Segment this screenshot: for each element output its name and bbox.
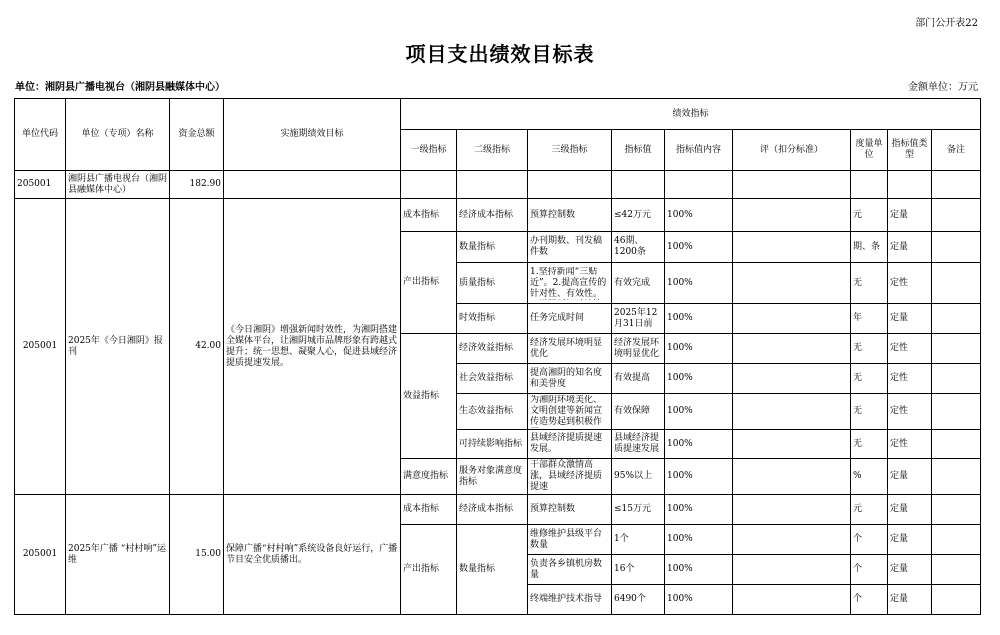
level3-text: 1.坚持新闻“三贴近”。2.提高宣传的针对性、有效性。: [530, 266, 607, 299]
type-cell: 定量: [888, 459, 932, 495]
level3-cell: 预算控制数: [528, 199, 612, 232]
level1-cell: 成本指标: [401, 199, 457, 232]
level3-cell: 维修维护县级平台数量: [528, 525, 612, 555]
level2-cell: 质量指标: [457, 263, 528, 304]
type-cell: 定性: [888, 364, 932, 394]
page-title: 项目支出绩效目标表: [405, 42, 595, 66]
content-cell: 100%: [665, 199, 733, 232]
type-cell: 定量: [888, 232, 932, 263]
value-cell: 16个: [612, 555, 665, 585]
header-level3: 三级指标: [528, 130, 612, 171]
remark-cell: [932, 495, 981, 525]
level2-cell: 经济效益指标: [457, 334, 528, 364]
project2-target: 保障广播“村村响”系统设备良好运行，广播节目安全优质播出。: [224, 495, 401, 615]
unit-cell: 元: [851, 495, 888, 525]
type-cell: 定量: [888, 304, 932, 334]
header-level1: 一级指标: [401, 130, 457, 171]
content-cell: 100%: [665, 585, 733, 615]
level3-cell: 经济发展环境明显优化: [528, 334, 612, 364]
project1-code: 205001: [15, 199, 66, 495]
eval-cell: [733, 585, 851, 615]
eval-cell: [733, 304, 851, 334]
remark-cell: [932, 334, 981, 364]
unit-cell: 无: [851, 263, 888, 304]
value-cell: 2025年12月31日前: [612, 304, 665, 334]
level2-cell: 数量指标: [457, 232, 528, 263]
header-target: 实施期绩效目标: [224, 99, 401, 171]
level3-cell: 干部群众激情高涨，县域经济提质提速: [528, 459, 612, 495]
remark-cell: [932, 430, 981, 459]
content-cell: 100%: [665, 364, 733, 394]
summary-blank: [224, 171, 401, 199]
level3-cell: 任务完成时间: [528, 304, 612, 334]
type-cell: 定性: [888, 430, 932, 459]
type-cell: 定性: [888, 334, 932, 364]
content-cell: 100%: [665, 394, 733, 430]
content-cell: 100%: [665, 525, 733, 555]
level3-cell: 县域经济提质提速发展。: [528, 430, 612, 459]
unit-cell: 个: [851, 525, 888, 555]
header-value: 指标值: [612, 130, 665, 171]
unit-cell: 个: [851, 555, 888, 585]
level2-cell: 数量指标: [457, 525, 528, 615]
remark-cell: [932, 525, 981, 555]
value-cell: 有效完成: [612, 263, 665, 304]
unit-cell: 年: [851, 304, 888, 334]
table-row: [15, 199, 981, 232]
header-unit-name: 单位（专项）名称: [66, 99, 170, 171]
unit-cell: 无: [851, 430, 888, 459]
unit-cell: 个: [851, 585, 888, 615]
project1-amount: 42.00: [170, 199, 224, 495]
header-remark: 备注: [932, 130, 981, 171]
form-number: 部门公开表22: [915, 18, 978, 29]
content-cell: 100%: [665, 495, 733, 525]
summary-row: [15, 171, 981, 199]
header-performance: 绩效指标: [401, 99, 981, 130]
level3-cell: 预算控制数: [528, 495, 612, 525]
header-level2: 二级指标: [457, 130, 528, 171]
eval-cell: [733, 430, 851, 459]
level2-cell: 社会效益指标: [457, 364, 528, 394]
unit-cell: 无: [851, 334, 888, 364]
type-cell: 定量: [888, 585, 932, 615]
value-cell: 有效提高: [612, 364, 665, 394]
remark-cell: [932, 304, 981, 334]
remark-cell: [932, 555, 981, 585]
type-cell: 定量: [888, 199, 932, 232]
unit-cell: 期、条: [851, 232, 888, 263]
eval-cell: [733, 495, 851, 525]
content-cell: 100%: [665, 555, 733, 585]
level2-cell: 生态效益指标: [457, 394, 528, 430]
content-cell: 100%: [665, 459, 733, 495]
level3-cell: [528, 263, 612, 304]
level2-cell: 服务对象满意度指标: [457, 459, 528, 495]
value-cell: 经济发展环境明显优化: [612, 334, 665, 364]
project2-code: 205001: [15, 495, 66, 615]
project1-name: 2025年《今日湘阴》报刊: [66, 199, 170, 495]
type-cell: 定量: [888, 495, 932, 525]
performance-table: [14, 98, 981, 615]
remark-cell: [932, 394, 981, 430]
remark-cell: [932, 232, 981, 263]
type-cell: 定量: [888, 525, 932, 555]
content-cell: 100%: [665, 304, 733, 334]
content-cell: 100%: [665, 263, 733, 304]
value-cell: 有效保障: [612, 394, 665, 430]
level2-cell: 可持续影响指标: [457, 430, 528, 459]
remark-cell: [932, 459, 981, 495]
level3-cell: 办刊期数、刊发稿件数: [528, 232, 612, 263]
value-cell: ≤42万元: [612, 199, 665, 232]
level3-cell: 提高湘阴的知名度和美誉度: [528, 364, 612, 394]
type-cell: 定性: [888, 263, 932, 304]
eval-cell: [733, 199, 851, 232]
table-row: [15, 495, 981, 525]
value-cell: 6490个: [612, 585, 665, 615]
value-cell: 县域经济提质提速发展: [612, 430, 665, 459]
eval-cell: [733, 263, 851, 304]
level1-cell: 成本指标: [401, 495, 457, 525]
eval-cell: [733, 555, 851, 585]
level1-cell: 产出指标: [401, 525, 457, 615]
content-cell: 100%: [665, 334, 733, 364]
header-total-funds: 资金总额: [170, 99, 224, 171]
value-cell: 95%以上: [612, 459, 665, 495]
header-value-type: 指标值类型: [888, 130, 932, 171]
header-eval: 评（扣分标准）: [733, 130, 851, 171]
header-content: 指标值内容: [665, 130, 733, 171]
content-cell: 100%: [665, 430, 733, 459]
amount-unit-label: 金额单位：万元: [908, 82, 978, 93]
summary-code: 205001: [15, 171, 66, 199]
eval-cell: [733, 232, 851, 263]
remark-cell: [932, 585, 981, 615]
unit-cell: 无: [851, 364, 888, 394]
unit-cell: 无: [851, 394, 888, 430]
type-cell: 定量: [888, 555, 932, 585]
summary-name: 湘阴县广播电视台（湘阴县融媒体中心）: [66, 171, 170, 199]
eval-cell: [733, 459, 851, 495]
level3-text: 为湘阴环境美化、文明创建等新闻宣传造势起到积极作: [530, 395, 603, 427]
project1-target: 《今日湘阴》增强新闻时效性，为湘阴搭建全媒体平台，让湘阴城市品牌形象有跨越式提升；统一思想、凝聚人心，促进县域经济提质提速发展。: [224, 199, 401, 495]
level3-cell: [528, 394, 612, 430]
level2-cell: 时效指标: [457, 304, 528, 334]
level1-cell: 满意度指标: [401, 459, 457, 495]
level2-cell: 经济成本指标: [457, 199, 528, 232]
level2-cell: 经济成本指标: [457, 495, 528, 525]
value-cell: 46期、1200条: [612, 232, 665, 263]
level1-cell: 产出指标: [401, 232, 457, 334]
remark-cell: [932, 199, 981, 232]
project2-name: 2025年广播 “村村响”运维: [66, 495, 170, 615]
eval-cell: [733, 334, 851, 364]
unit-label: 单位：湘阴县广播电视台（湘阴县融媒体中心）: [15, 82, 225, 93]
level3-cell: 负责各乡镇机房数量: [528, 555, 612, 585]
eval-cell: [733, 394, 851, 430]
unit-cell: %: [851, 459, 888, 495]
unit-cell: 元: [851, 199, 888, 232]
content-cell: 100%: [665, 232, 733, 263]
project2-amount: 15.00: [170, 495, 224, 615]
header-unit-code: 单位代码: [15, 99, 66, 171]
level3-cell: 终端维护技术指导: [528, 585, 612, 615]
header-measure-unit: 度量单位: [851, 130, 888, 171]
remark-cell: [932, 364, 981, 394]
value-cell: 1个: [612, 525, 665, 555]
summary-amount: 182.90: [170, 171, 224, 199]
remark-cell: [932, 263, 981, 304]
level1-cell: 效益指标: [401, 334, 457, 459]
eval-cell: [733, 364, 851, 394]
value-cell: ≤15万元: [612, 495, 665, 525]
type-cell: 定性: [888, 394, 932, 430]
eval-cell: [733, 525, 851, 555]
